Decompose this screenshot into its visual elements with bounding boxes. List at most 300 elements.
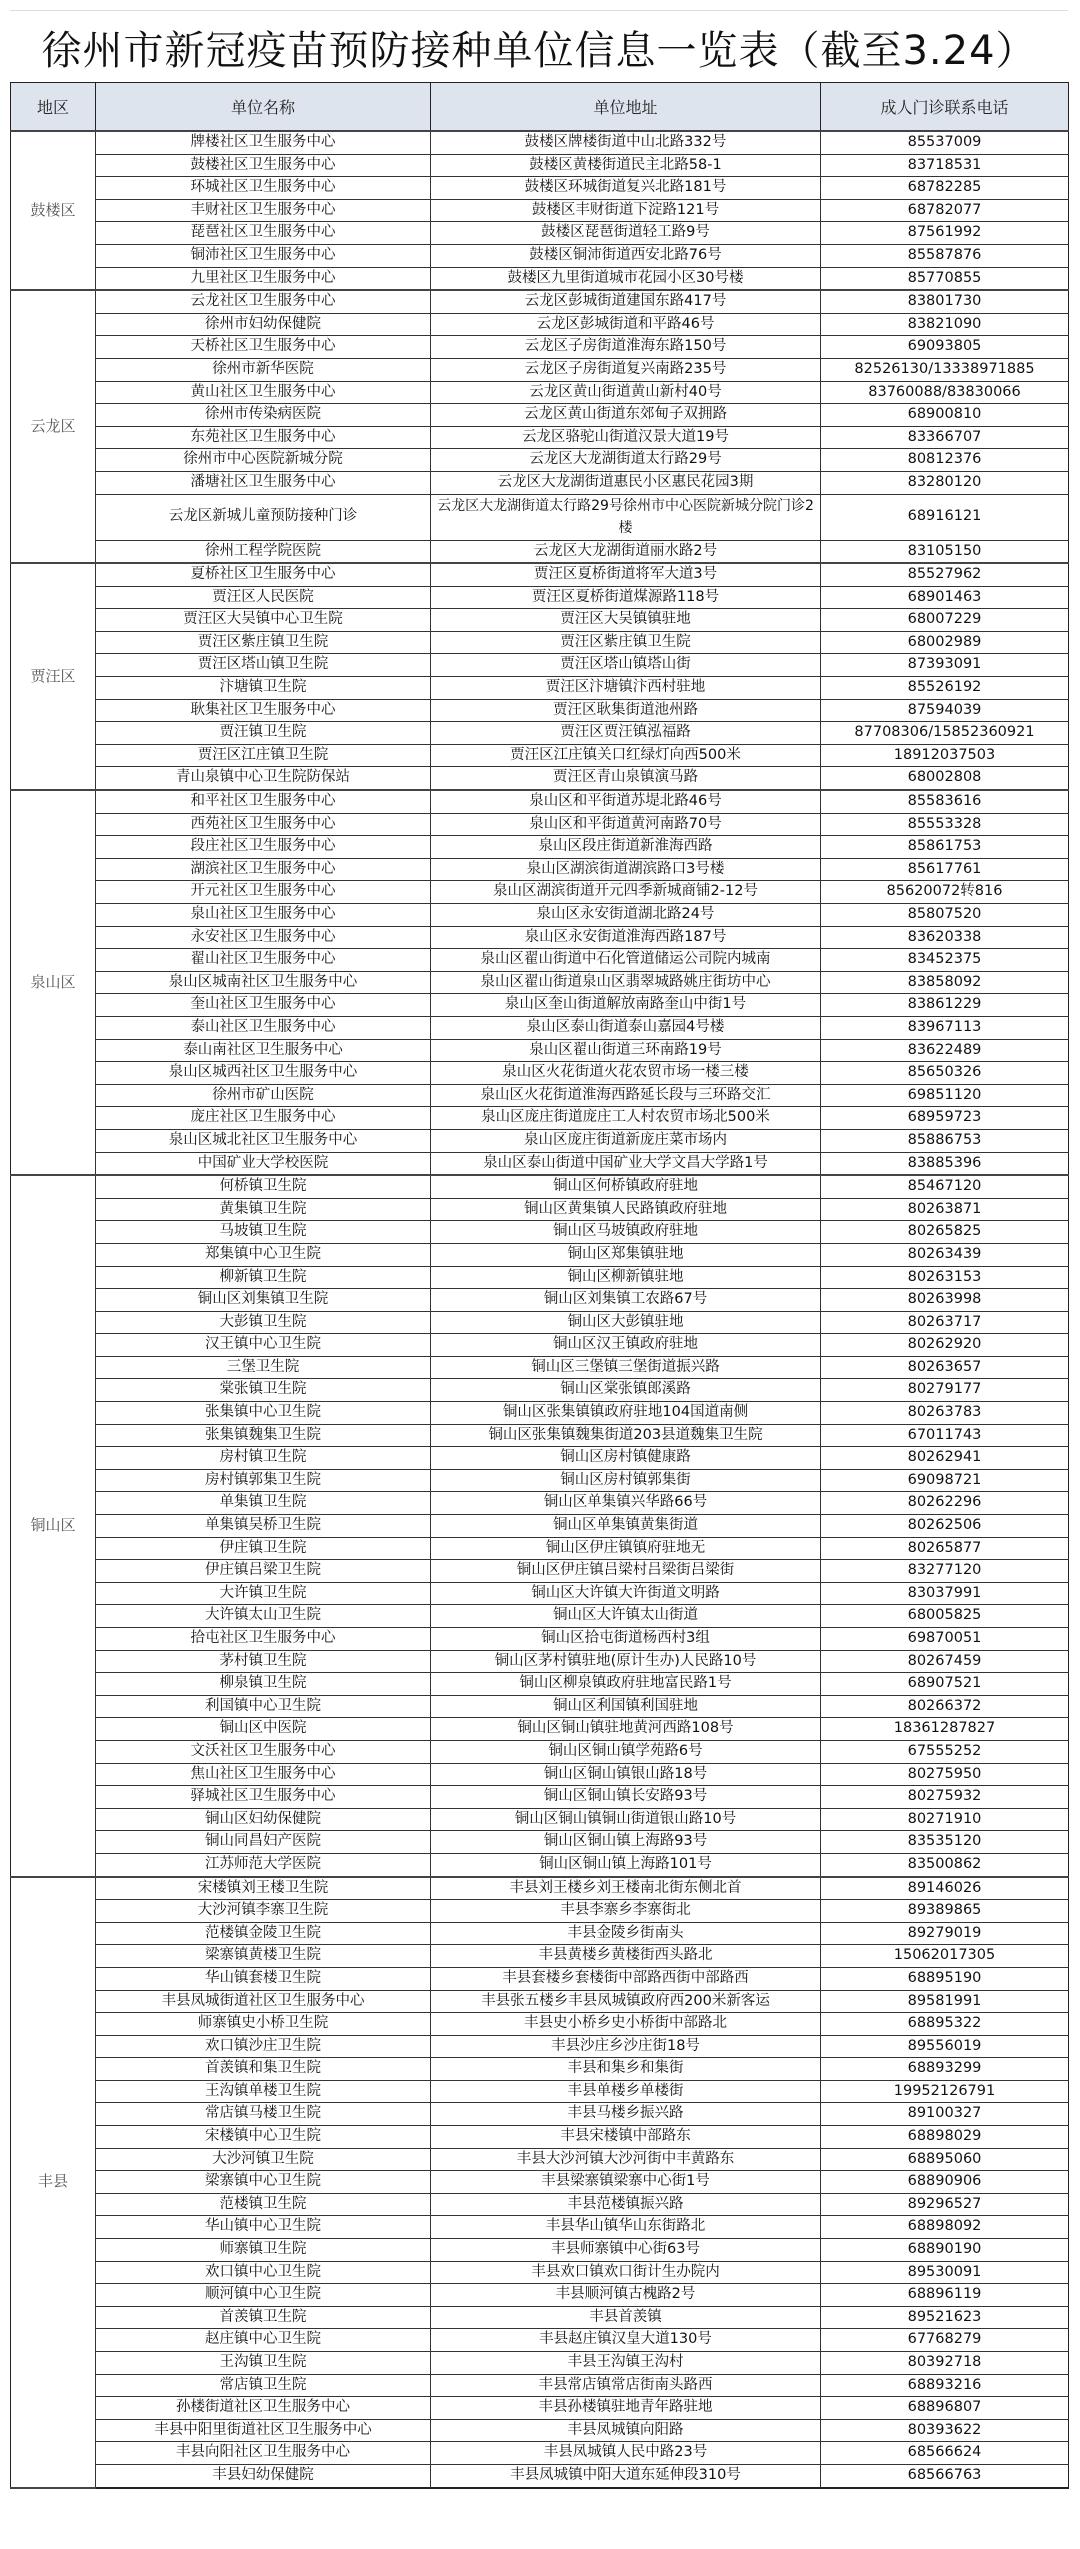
table-row: [11, 1289, 1069, 1312]
table-row: [11, 471, 1069, 494]
table-row: [11, 1243, 1069, 1266]
unit-address-cell: 贾汪区大吴镇镇驻地: [431, 609, 821, 632]
unit-name-cell: 欢口镇中心卫生院: [96, 2261, 431, 2284]
unit-address-cell: 铜山区大许镇太山街道: [431, 1605, 821, 1628]
unit-name-cell: 大沙河镇李寨卫生院: [96, 1900, 431, 1923]
unit-address-cell: 贾汪区汴塘镇汴西村驻地: [431, 677, 821, 700]
unit-address-cell: 丰县欢口镇欢口街计生办院内: [431, 2261, 821, 2284]
unit-name-cell: 徐州市新华医院: [96, 358, 431, 381]
table-row: [11, 813, 1069, 836]
phone-cell: 80265825: [821, 1221, 1069, 1244]
unit-address-cell: 铜山区铜山镇上海路101号: [431, 1853, 821, 1876]
phone-cell: 83280120: [821, 471, 1069, 494]
phone-cell: 85467120: [821, 1175, 1069, 1198]
unit-name-cell: 三堡卫生院: [96, 1356, 431, 1379]
unit-name-cell: 黄山社区卫生服务中心: [96, 381, 431, 404]
unit-address-cell: 丰县凤城镇向阳路: [431, 2419, 821, 2442]
unit-name-cell: 伊庄镇吕梁卫生院: [96, 1560, 431, 1583]
unit-address-cell: 铜山区铜山镇银山路18号: [431, 1763, 821, 1786]
table-row: [11, 949, 1069, 972]
unit-address-cell: 铜山区单集镇黄集街道: [431, 1515, 821, 1538]
unit-address-cell: 丰县刘王楼乡刘王楼南北街东侧北首: [431, 1877, 821, 1900]
phone-cell: 67555252: [821, 1740, 1069, 1763]
table-row: [11, 563, 1069, 586]
phone-cell: 89556019: [821, 2035, 1069, 2058]
phone-cell: 83500862: [821, 1853, 1069, 1876]
phone-cell: 83967113: [821, 1016, 1069, 1039]
unit-name-cell: 师寨镇史小桥卫生院: [96, 2013, 431, 2036]
table-row: [11, 2306, 1069, 2329]
phone-cell: 85861753: [821, 836, 1069, 859]
unit-name-cell: 铜山区中医院: [96, 1718, 431, 1741]
phone-cell: 82526130/13338971885: [821, 358, 1069, 381]
unit-name-cell: 中国矿业大学校医院: [96, 1152, 431, 1175]
header-region: 地区: [11, 83, 96, 132]
unit-name-cell: 大许镇太山卫生院: [96, 1605, 431, 1628]
unit-address-cell: 铜山区黄集镇人民路镇政府驻地: [431, 1198, 821, 1221]
phone-cell: 68895190: [821, 1967, 1069, 1990]
table-row: [11, 1853, 1069, 1876]
unit-name-cell: 丰县中阳里街道社区卫生服务中心: [96, 2419, 431, 2442]
unit-name-cell: 泰山南社区卫生服务中心: [96, 1039, 431, 1062]
unit-name-cell: 徐州工程学院医院: [96, 540, 431, 563]
unit-name-cell: 丰县妇幼保健院: [96, 2464, 431, 2487]
unit-address-cell: 铜山区马坡镇政府驻地: [431, 1221, 821, 1244]
table-row: [11, 2148, 1069, 2171]
phone-cell: 83105150: [821, 540, 1069, 563]
unit-address-cell: 贾汪区夏桥街道煤源路118号: [431, 586, 821, 609]
unit-address-cell: 鼓楼区环城街道复兴北路181号: [431, 177, 821, 200]
unit-name-cell: 泰山社区卫生服务中心: [96, 1016, 431, 1039]
phone-cell: 83620338: [821, 926, 1069, 949]
unit-address-cell: 泉山区泰山街道泰山嘉园4号楼: [431, 1016, 821, 1039]
unit-name-cell: 顺河镇中心卫生院: [96, 2284, 431, 2307]
table-row: [11, 926, 1069, 949]
phone-cell: 68900810: [821, 404, 1069, 427]
unit-name-cell: 赵庄镇中心卫生院: [96, 2329, 431, 2352]
phone-cell: 80262941: [821, 1447, 1069, 1470]
unit-address-cell: 丰县张五楼乡丰县凤城镇政府西200米新客运: [431, 1990, 821, 2013]
table-row: [11, 1560, 1069, 1583]
table-row: [11, 767, 1069, 790]
unit-address-cell: 丰县王沟镇王沟村: [431, 2352, 821, 2375]
table-row: [11, 404, 1069, 427]
table-row: [11, 858, 1069, 881]
unit-name-cell: 伊庄镇卫生院: [96, 1537, 431, 1560]
unit-address-cell: 鼓楼区丰财街道下淀路121号: [431, 199, 821, 222]
phone-cell: 18361287827: [821, 1718, 1069, 1741]
unit-name-cell: 茅村镇卫生院: [96, 1650, 431, 1673]
phone-cell: 80263717: [821, 1311, 1069, 1334]
region-cell: 贾汪区: [11, 563, 96, 790]
phone-cell: 89581991: [821, 1990, 1069, 2013]
unit-address-cell: 铜山区三堡镇三堡街道振兴路: [431, 1356, 821, 1379]
table-row: [11, 1084, 1069, 1107]
unit-address-cell: 丰县范楼镇振兴路: [431, 2193, 821, 2216]
unit-name-cell: 九里社区卫生服务中心: [96, 267, 431, 290]
phone-cell: 80263871: [821, 1198, 1069, 1221]
phone-cell: 80263783: [821, 1402, 1069, 1425]
table-row: [11, 2284, 1069, 2307]
unit-name-cell: 贾汪区大吴镇中心卫生院: [96, 609, 431, 632]
phone-cell: 85650326: [821, 1062, 1069, 1085]
table-row: [11, 381, 1069, 404]
unit-address-cell: 丰县华山镇华山东街路北: [431, 2216, 821, 2239]
table-row: [11, 2374, 1069, 2397]
table-row: [11, 1628, 1069, 1651]
table-row: [11, 2216, 1069, 2239]
table-row: [11, 1537, 1069, 1560]
table-row: [11, 677, 1069, 700]
phone-cell: 80279177: [821, 1379, 1069, 1402]
unit-name-cell: 汴塘镇卫生院: [96, 677, 431, 700]
unit-address-cell: 丰县和集乡和集街: [431, 2058, 821, 2081]
unit-name-cell: 泉山区城北社区卫生服务中心: [96, 1129, 431, 1152]
table-row: [11, 1831, 1069, 1854]
unit-name-cell: 欢口镇沙庄卫生院: [96, 2035, 431, 2058]
phone-cell: 68002808: [821, 767, 1069, 790]
unit-address-cell: 鼓楼区黄楼街道民主北路58-1: [431, 154, 821, 177]
table-row: [11, 1129, 1069, 1152]
unit-address-cell: 铜山区房村镇郭集街: [431, 1469, 821, 1492]
table-row: [11, 1424, 1069, 1447]
table-row: [11, 1152, 1069, 1175]
unit-name-cell: 徐州市妇幼保健院: [96, 313, 431, 336]
unit-name-cell: 孙楼街道社区卫生服务中心: [96, 2397, 431, 2420]
unit-name-cell: 青山泉镇中心卫生院防保站: [96, 767, 431, 790]
unit-name-cell: 牌楼社区卫生服务中心: [96, 131, 431, 154]
unit-address-cell: 丰县凤城镇中阳大道东延伸段310号: [431, 2464, 821, 2487]
unit-address-cell: 铜山区伊庄镇吕梁村吕梁街吕梁街: [431, 1560, 821, 1583]
unit-address-cell: 铜山区张集镇镇政府驻地104国道南侧: [431, 1402, 821, 1425]
unit-address-cell: 铜山区铜山镇铜山街道银山路10号: [431, 1808, 821, 1831]
phone-cell: 18912037503: [821, 744, 1069, 767]
unit-address-cell: 丰县孙楼镇驻地青年路驻地: [431, 2397, 821, 2420]
unit-name-cell: 云龙区新城儿童预防接种门诊: [96, 494, 431, 540]
unit-address-cell: 丰县史小桥乡史小桥街中部路北: [431, 2013, 821, 2036]
phone-cell: 68916121: [821, 494, 1069, 540]
phone-cell: 89100327: [821, 2103, 1069, 2126]
unit-address-cell: 鼓楼区琵琶街道轻工路9号: [431, 222, 821, 245]
unit-address-cell: 泉山区翟山街道中石化管道储运公司院内城南: [431, 949, 821, 972]
phone-cell: 85587876: [821, 244, 1069, 267]
unit-address-cell: 贾汪区耿集街道池州路: [431, 699, 821, 722]
phone-cell: 89521623: [821, 2306, 1069, 2329]
table-row: [11, 449, 1069, 472]
unit-address-cell: 丰县单楼乡单楼街: [431, 2080, 821, 2103]
unit-address-cell: 铜山区大彭镇驻地: [431, 1311, 821, 1334]
phone-cell: 80263153: [821, 1266, 1069, 1289]
unit-name-cell: 梁寨镇黄楼卫生院: [96, 1945, 431, 1968]
page-title: 徐州市新冠疫苗预防接种单位信息一览表（截至3.24）: [41, 27, 1037, 74]
table-row: [11, 2464, 1069, 2487]
phone-cell: 83801730: [821, 290, 1069, 313]
phone-cell: 89530091: [821, 2261, 1069, 2284]
unit-address-cell: 泉山区和平街道苏堤北路46号: [431, 790, 821, 813]
phone-cell: 83037991: [821, 1582, 1069, 1605]
region-cell: 鼓楼区: [11, 131, 96, 290]
table-row: [11, 1740, 1069, 1763]
unit-name-cell: 铜山同昌妇产医院: [96, 1831, 431, 1854]
unit-address-cell: 云龙区骆驼山街道汉景大道19号: [431, 426, 821, 449]
unit-name-cell: 范楼镇卫生院: [96, 2193, 431, 2216]
phone-cell: 83718531: [821, 154, 1069, 177]
unit-name-cell: 铜沛社区卫生服务中心: [96, 244, 431, 267]
table-row: [11, 904, 1069, 927]
table-row: [11, 2058, 1069, 2081]
unit-address-cell: 丰县大沙河镇大沙河街中丰黄路东: [431, 2148, 821, 2171]
phone-cell: 80262920: [821, 1334, 1069, 1357]
unit-address-cell: 丰县马楼乡振兴路: [431, 2103, 821, 2126]
unit-address-cell: 泉山区翟山街道泉山区翡翠城路姚庄街坊中心: [431, 971, 821, 994]
header-row: [11, 83, 1069, 132]
table-row: [11, 426, 1069, 449]
phone-cell: 83821090: [821, 313, 1069, 336]
table-row: [11, 1808, 1069, 1831]
unit-name-cell: 师寨镇卫生院: [96, 2239, 431, 2262]
unit-address-cell: 贾汪区塔山镇塔山街: [431, 654, 821, 677]
unit-address-cell: 丰县金陵乡街南头: [431, 1922, 821, 1945]
unit-name-cell: 丰财社区卫生服务中心: [96, 199, 431, 222]
unit-name-cell: 琵琶社区卫生服务中心: [96, 222, 431, 245]
phone-cell: 68890906: [821, 2171, 1069, 2194]
table-row: [11, 631, 1069, 654]
phone-cell: 68898029: [821, 2126, 1069, 2149]
unit-address-cell: 丰县首羡镇: [431, 2306, 821, 2329]
phone-cell: 89296527: [821, 2193, 1069, 2216]
unit-name-cell: 首羡镇和集卫生院: [96, 2058, 431, 2081]
unit-name-cell: 江苏师范大学医院: [96, 1853, 431, 1876]
unit-name-cell: 丰县凤城街道社区卫生服务中心: [96, 1990, 431, 2013]
unit-address-cell: 鼓楼区铜沛街道西安北路76号: [431, 244, 821, 267]
unit-name-cell: 开元社区卫生服务中心: [96, 881, 431, 904]
unit-name-cell: 何桥镇卫生院: [96, 1175, 431, 1198]
unit-name-cell: 天桥社区卫生服务中心: [96, 336, 431, 359]
phone-cell: 80262506: [821, 1515, 1069, 1538]
unit-address-cell: 云龙区黄山街道东郊甸子双拥路: [431, 404, 821, 427]
unit-name-cell: 贾汪区人民医院: [96, 586, 431, 609]
table-row: [11, 994, 1069, 1017]
unit-name-cell: 和平社区卫生服务中心: [96, 790, 431, 813]
phone-cell: 68896119: [821, 2284, 1069, 2307]
unit-address-cell: 铜山区利国镇利国驻地: [431, 1695, 821, 1718]
phone-cell: 68893299: [821, 2058, 1069, 2081]
phone-cell: 85770855: [821, 267, 1069, 290]
table-row: [11, 1718, 1069, 1741]
unit-name-cell: 首羡镇卫生院: [96, 2306, 431, 2329]
unit-address-cell: 丰县李寨乡李寨街北: [431, 1900, 821, 1923]
unit-address-cell: 云龙区彭城街道和平路46号: [431, 313, 821, 336]
unit-address-cell: 云龙区子房街道复兴南路235号: [431, 358, 821, 381]
table-row: [11, 1311, 1069, 1334]
unit-name-cell: 王沟镇单楼卫生院: [96, 2080, 431, 2103]
unit-address-cell: 泉山区火花街道火花农贸市场一楼三楼: [431, 1062, 821, 1085]
unit-name-cell: 马坡镇卫生院: [96, 1221, 431, 1244]
phone-cell: 85537009: [821, 131, 1069, 154]
phone-cell: 87594039: [821, 699, 1069, 722]
phone-cell: 85526192: [821, 677, 1069, 700]
table-row: [11, 494, 1069, 540]
phone-cell: 83858092: [821, 971, 1069, 994]
unit-address-cell: 贾汪区紫庄镇卫生院: [431, 631, 821, 654]
phone-cell: 89389865: [821, 1900, 1069, 1923]
unit-name-cell: 奎山社区卫生服务中心: [96, 994, 431, 1017]
phone-cell: 68895060: [821, 2148, 1069, 2171]
unit-name-cell: 拾屯社区卫生服务中心: [96, 1628, 431, 1651]
unit-name-cell: 宋楼镇刘王楼卫生院: [96, 1877, 431, 1900]
unit-name-cell: 贾汪区江庄镇卫生院: [96, 744, 431, 767]
phone-cell: 68890190: [821, 2239, 1069, 2262]
region-cell: 泉山区: [11, 790, 96, 1175]
unit-name-cell: 棠张镇卫生院: [96, 1379, 431, 1402]
table-row: [11, 1515, 1069, 1538]
unit-address-cell: 泉山区泰山街道中国矿业大学文昌大学路1号: [431, 1152, 821, 1175]
table-row: [11, 2103, 1069, 2126]
unit-address-cell: 泉山区永安街道淮海西路187号: [431, 926, 821, 949]
table-row: [11, 358, 1069, 381]
phone-cell: 83452375: [821, 949, 1069, 972]
unit-address-cell: 云龙区大龙湖街道太行路29号徐州市中心医院新城分院门诊2楼: [431, 494, 821, 540]
table-row: [11, 267, 1069, 290]
unit-address-cell: 丰县梁寨镇梁寨中心街1号: [431, 2171, 821, 2194]
header-name: 单位名称: [96, 83, 431, 132]
unit-name-cell: 单集镇卫生院: [96, 1492, 431, 1515]
phone-cell: 68895322: [821, 2013, 1069, 2036]
phone-cell: 83861229: [821, 994, 1069, 1017]
unit-name-cell: 鼓楼社区卫生服务中心: [96, 154, 431, 177]
unit-name-cell: 铜山区刘集镇卫生院: [96, 1289, 431, 1312]
table-row: [11, 2013, 1069, 2036]
unit-name-cell: 柳新镇卫生院: [96, 1266, 431, 1289]
table-row: [11, 2035, 1069, 2058]
phone-cell: 69870051: [821, 1628, 1069, 1651]
unit-address-cell: 铜山区单集镇兴华路66号: [431, 1492, 821, 1515]
phone-cell: 87561992: [821, 222, 1069, 245]
table-row: [11, 1763, 1069, 1786]
table-row: [11, 836, 1069, 859]
unit-name-cell: 华山镇套楼卫生院: [96, 1967, 431, 1990]
table-row: [11, 244, 1069, 267]
unit-name-cell: 泉山区城南社区卫生服务中心: [96, 971, 431, 994]
unit-address-cell: 铜山区茅村镇驻地(原计生办)人民路10号: [431, 1650, 821, 1673]
unit-address-cell: 铜山区棠张镇郎溪路: [431, 1379, 821, 1402]
table-row: [11, 1922, 1069, 1945]
unit-name-cell: 徐州市矿山医院: [96, 1084, 431, 1107]
unit-name-cell: 段庄社区卫生服务中心: [96, 836, 431, 859]
unit-address-cell: 泉山区湖滨街道开元四季新城商铺2-12号: [431, 881, 821, 904]
vaccination-sites-table: [10, 82, 1069, 2489]
unit-name-cell: 常店镇马楼卫生院: [96, 2103, 431, 2126]
unit-address-cell: 铜山区大许镇大许街道文明路: [431, 1582, 821, 1605]
unit-name-cell: 大彭镇卫生院: [96, 1311, 431, 1334]
unit-address-cell: 鼓楼区牌楼街道中山北路332号: [431, 131, 821, 154]
phone-cell: 68959723: [821, 1107, 1069, 1130]
phone-cell: 15062017305: [821, 1945, 1069, 1968]
table-row: [11, 222, 1069, 245]
table-row: [11, 744, 1069, 767]
table-row: [11, 336, 1069, 359]
table-row: [11, 790, 1069, 813]
unit-name-cell: 文沃社区卫生服务中心: [96, 1740, 431, 1763]
phone-cell: 80263998: [821, 1289, 1069, 1312]
unit-address-cell: 云龙区大龙湖街道太行路29号: [431, 449, 821, 472]
unit-address-cell: 云龙区大龙湖街道丽水路2号: [431, 540, 821, 563]
unit-address-cell: 泉山区奎山街道解放南路奎山中街1号: [431, 994, 821, 1017]
table-row: [11, 1062, 1069, 1085]
unit-name-cell: 徐州市中心医院新城分院: [96, 449, 431, 472]
unit-name-cell: 黄集镇卫生院: [96, 1198, 431, 1221]
table-row: [11, 1695, 1069, 1718]
table-row: [11, 1967, 1069, 1990]
phone-cell: 85617761: [821, 858, 1069, 881]
unit-address-cell: 丰县常店镇常店街南头路西: [431, 2374, 821, 2397]
unit-name-cell: 驿城社区卫生服务中心: [96, 1786, 431, 1809]
unit-name-cell: 庞庄社区卫生服务中心: [96, 1107, 431, 1130]
unit-address-cell: 贾汪区青山泉镇演马路: [431, 767, 821, 790]
table-row: [11, 1786, 1069, 1809]
unit-name-cell: 单集镇吴桥卫生院: [96, 1515, 431, 1538]
table-row: [11, 1334, 1069, 1357]
unit-address-cell: 贾汪区贾汪镇泓福路: [431, 722, 821, 745]
table-row: [11, 1198, 1069, 1221]
unit-address-cell: 铜山区汉王镇政府驻地: [431, 1334, 821, 1357]
unit-name-cell: 宋楼镇中心卫生院: [96, 2126, 431, 2149]
unit-name-cell: 范楼镇金陵卫生院: [96, 1922, 431, 1945]
table-row: [11, 971, 1069, 994]
unit-address-cell: 泉山区火花街道淮海西路延长段与三环路交汇: [431, 1084, 821, 1107]
table-row: [11, 1107, 1069, 1130]
unit-name-cell: 房村镇郭集卫生院: [96, 1469, 431, 1492]
unit-name-cell: 华山镇中心卫生院: [96, 2216, 431, 2239]
phone-cell: 83622489: [821, 1039, 1069, 1062]
unit-name-cell: 柳泉镇卫生院: [96, 1673, 431, 1696]
phone-cell: 68007229: [821, 609, 1069, 632]
unit-address-cell: 丰县师寨镇中心街63号: [431, 2239, 821, 2262]
unit-address-cell: 铜山区铜山镇长安路93号: [431, 1786, 821, 1809]
unit-address-cell: 铜山区拾屯街道杨西村3组: [431, 1628, 821, 1651]
phone-cell: 83885396: [821, 1152, 1069, 1175]
phone-cell: 69093805: [821, 336, 1069, 359]
table-row: [11, 1379, 1069, 1402]
phone-cell: 68566763: [821, 2464, 1069, 2487]
phone-cell: 67768279: [821, 2329, 1069, 2352]
unit-address-cell: 丰县黄楼乡黄楼街西头路北: [431, 1945, 821, 1968]
phone-cell: 87393091: [821, 654, 1069, 677]
phone-cell: 85886753: [821, 1129, 1069, 1152]
phone-cell: 67011743: [821, 1424, 1069, 1447]
unit-address-cell: 丰县赵庄镇汉皇大道130号: [431, 2329, 821, 2352]
phone-cell: 68907521: [821, 1673, 1069, 1696]
phone-cell: 80393622: [821, 2419, 1069, 2442]
unit-address-cell: 丰县宋楼镇中部路东: [431, 2126, 821, 2149]
phone-cell: 69851120: [821, 1084, 1069, 1107]
unit-address-cell: 铜山区铜山镇驻地黄河西路108号: [431, 1718, 821, 1741]
unit-name-cell: 翟山社区卫生服务中心: [96, 949, 431, 972]
table-row: [11, 2080, 1069, 2103]
phone-cell: 85583616: [821, 790, 1069, 813]
unit-address-cell: 铜山区铜山镇学苑路6号: [431, 1740, 821, 1763]
table-row: [11, 1356, 1069, 1379]
unit-name-cell: 西苑社区卫生服务中心: [96, 813, 431, 836]
table-row: [11, 290, 1069, 313]
unit-name-cell: 房村镇卫生院: [96, 1447, 431, 1470]
unit-name-cell: 云龙社区卫生服务中心: [96, 290, 431, 313]
unit-name-cell: 张集镇中心卫生院: [96, 1402, 431, 1425]
unit-name-cell: 环城社区卫生服务中心: [96, 177, 431, 200]
phone-cell: 68002989: [821, 631, 1069, 654]
table-row: [11, 313, 1069, 336]
phone-cell: 68566624: [821, 2442, 1069, 2465]
